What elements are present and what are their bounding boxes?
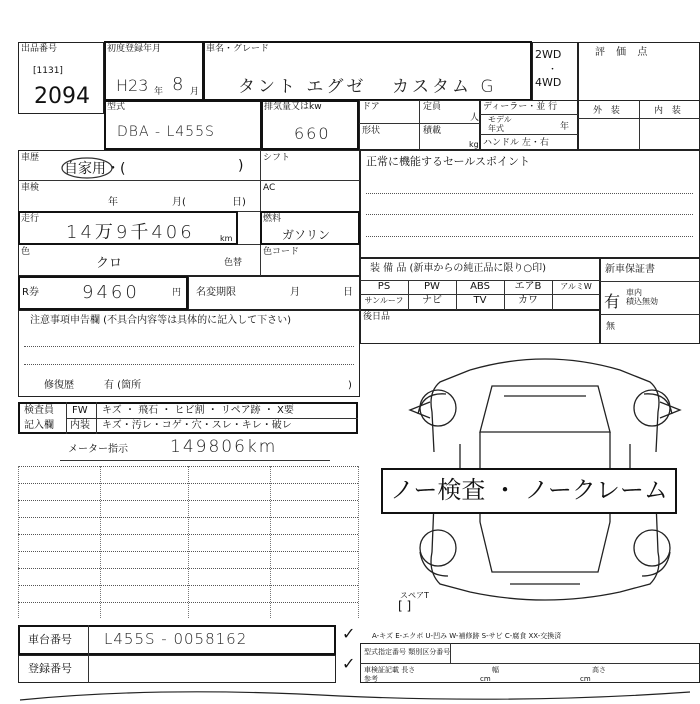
warranty-yes-note: 車内 積込無効 [626, 288, 658, 306]
warranty-div1 [600, 281, 700, 282]
selling-points-title: 正常に機能するセールスポイント [366, 155, 531, 168]
notes-line2 [24, 364, 354, 365]
rear-items-label: 後日品 [363, 312, 391, 322]
name-change-day: 日 [343, 287, 353, 298]
car-grade: カスタム G [392, 77, 497, 97]
sp-line2 [366, 214, 693, 215]
month-unit: 月 [190, 87, 200, 97]
bottom-curve [0, 684, 700, 704]
history-close: ) [238, 158, 244, 174]
notes-line1 [24, 346, 354, 347]
dims-label: 車検証記載 長さ [364, 666, 416, 674]
equipment-col-divider [408, 280, 409, 310]
drive-separator: ・ [548, 65, 558, 75]
displacement-value: 660 [294, 124, 331, 143]
warranty-no: 無 [606, 322, 616, 332]
equipment-item: TV [473, 295, 487, 306]
interior-inspect-label: 内装 [70, 420, 90, 431]
shape-label: 形状 [362, 126, 381, 136]
recycle-unit: 円 [172, 288, 182, 298]
dims-height-label: 高さ [592, 666, 606, 674]
drive-2wd: 2WD [535, 48, 562, 61]
mileage-unit: km [220, 234, 233, 243]
blank-grid-col [18, 466, 19, 618]
spare-label: スペアT [400, 591, 429, 600]
dealer-label: ディーラー・並 行 [483, 102, 558, 112]
meter-value: 149806km [170, 437, 278, 457]
name-change-label: 名変期限 [196, 287, 236, 298]
handle-label: ハンドル 左・右 [483, 138, 549, 148]
ac-label: AC [263, 183, 276, 193]
first-registration-year: H23 [116, 76, 149, 95]
ext-int-divider [639, 100, 640, 150]
meter-label: メーター指示 [68, 444, 128, 455]
equipment-item: アルミW [560, 282, 592, 291]
repair-close: ) [348, 380, 352, 391]
repair-value: 有 (箇所 [104, 380, 142, 391]
dims-cm-1: cm [480, 675, 491, 683]
inspection-day: 日) [232, 197, 246, 208]
color-label: 色 [21, 247, 31, 257]
inspection-month: 月( [172, 197, 186, 208]
blank-grid-col [358, 466, 359, 618]
inspector-label2: 記入欄 [24, 420, 54, 431]
equipment-item: PW [424, 281, 440, 292]
insp-hdiv [66, 418, 358, 419]
color-change-label: 色替 [224, 258, 243, 268]
dims-cm-2: cm [580, 675, 591, 683]
lot-code: [1131] [33, 66, 63, 76]
model-value: DBA - L455S [117, 124, 215, 140]
blank-grid-col [270, 466, 271, 618]
registration-label: 登録番号 [28, 662, 72, 675]
check-mark-2: ✓ [342, 654, 356, 673]
load-unit: kg [469, 140, 479, 149]
warranty-title: 新車保証書 [605, 264, 655, 275]
ext-int-hdivider [578, 118, 700, 119]
equipment-item: ナビ [422, 295, 442, 306]
history-row1 [18, 180, 360, 181]
color-code-label: 色コード [263, 247, 300, 257]
damage-legend: A-キズ E-エクボ U-凹み W-補修跡 S-サビ C-腐食 XX-交換済 [372, 632, 562, 640]
first-registration-label: 初度登録年月 [107, 44, 162, 54]
equipment-item: エアB [514, 281, 542, 292]
drive-4wd: 4WD [535, 76, 562, 89]
model-year-unit: 年 [560, 122, 570, 132]
dims-width-label: 幅 [492, 666, 499, 674]
door-label: ドア [362, 102, 380, 112]
equipment-item: PS [377, 281, 391, 292]
year-unit: 年 [154, 87, 164, 97]
interior-label: 内 装 [654, 106, 684, 116]
warranty-div2 [600, 314, 700, 315]
history-label: 車歴 [21, 153, 40, 163]
history-value: 自家用・( [64, 161, 126, 177]
color-value: クロ [96, 256, 123, 271]
exterior-label: 外 装 [593, 106, 623, 116]
equipment-title: 装 備 品 (新車からの純正品に限り○印) [370, 263, 547, 274]
interior-inspect-items: キズ・汚レ・コゲ・穴・スレ・キレ・破レ [102, 420, 292, 431]
model-year-label: モデル 年式 [488, 115, 512, 133]
mileage-label: 走行 [21, 214, 40, 224]
notes-title: 注意事項申告欄 (不具合内容等は具体的に記入して下さい) [30, 315, 291, 326]
equipment-col-divider [552, 280, 553, 310]
equipment-item: カワ [518, 295, 538, 306]
warranty-yes: 有 [604, 292, 621, 311]
reg-div [88, 655, 89, 683]
check-mark-1: ✓ [342, 624, 356, 643]
dealer-divider2 [480, 134, 578, 135]
shift-label: シフト [263, 153, 291, 163]
fw-label: FW [72, 405, 88, 416]
lot-number: 2094 [34, 84, 90, 109]
chassis-label: 車台番号 [28, 633, 72, 646]
recycle-label: R券 [22, 287, 39, 298]
sp-line3 [366, 236, 693, 237]
name-change-month: 月 [290, 287, 300, 298]
capacity-label: 定員 [423, 102, 442, 112]
repair-label: 修復歴 [44, 380, 74, 391]
capacity-unit: 人 [470, 113, 480, 123]
inspection-year: 年 [108, 197, 118, 208]
rear-items-cell [360, 310, 600, 344]
meter-line [60, 460, 330, 461]
chassis-value: L455S - 0058162 [104, 630, 248, 648]
equipment-col-divider [456, 280, 457, 310]
car-name: タント エグゼ [238, 77, 367, 97]
type-designation-label: 型式指定番号 類別区分番号 [364, 648, 451, 656]
chassis-div [88, 625, 89, 655]
door-vdivider [419, 100, 420, 150]
spare-value: [ ] [398, 599, 412, 613]
vdoc-hdiv [360, 663, 700, 664]
inspector-label1: 検査員 [24, 405, 54, 416]
equipment-item: サンルーフ [364, 296, 404, 305]
mileage-value: 14万9千406 [66, 222, 195, 243]
sp-line1 [366, 193, 693, 194]
equipment-col-divider [504, 280, 505, 310]
fuel-label: 燃料 [263, 214, 282, 224]
equipment-item: ABS [470, 281, 490, 292]
model-label: 型式 [107, 102, 126, 112]
stamp-text: ノー検査 ・ ノークレーム [390, 476, 668, 504]
fw-items: キズ ・ 飛石 ・ ヒビ割 ・ リペア跡 ・ X要 [102, 405, 294, 416]
inspection-label: 車検 [21, 183, 40, 193]
dims-ref: 参考 [364, 675, 378, 683]
displacement-label: 排気量又はkw [264, 102, 322, 112]
rating-label: 評 価 点 [595, 47, 652, 58]
blank-grid-col [188, 466, 189, 618]
first-registration-month: 8 [172, 74, 184, 95]
history-circle [60, 156, 114, 180]
lot-number-label: 出品番号 [21, 44, 58, 54]
blank-grid-col [100, 466, 101, 618]
load-label: 積載 [423, 126, 442, 136]
car-name-label: 車名・グレード [206, 44, 270, 54]
fuel-value: ガソリン [282, 228, 331, 242]
recycle-value: 9460 [82, 282, 140, 303]
